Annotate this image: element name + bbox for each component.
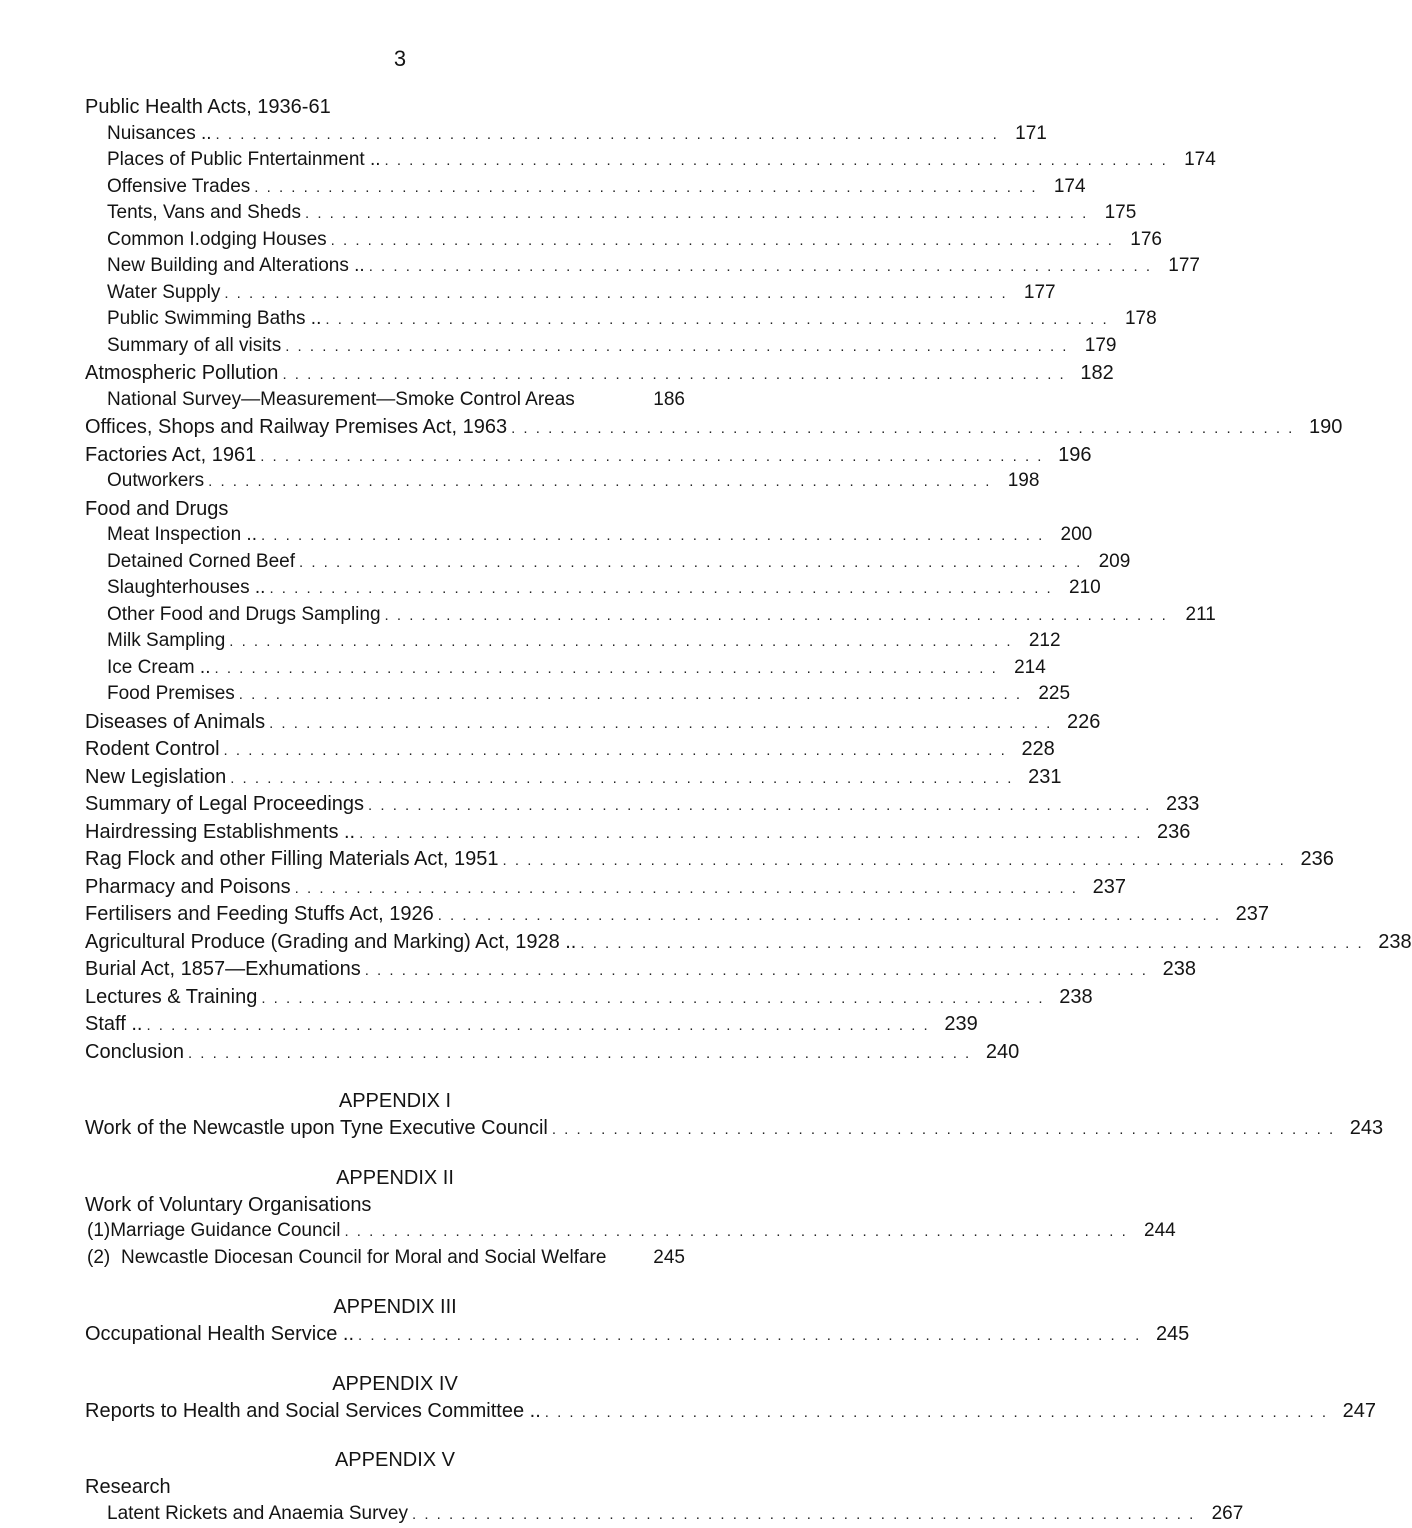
dot-leader: . . . . . . . . . . . . . . . . . . . . . . . . . . . . . . . . . . . . . . . . . . . . . . . . . . . . . . . . . . . . . . . . xyxy=(507,416,1298,443)
entry-title: Milk Sampling xyxy=(107,628,225,655)
dot-leader: . . . . . . . . . . . . . . . . . . . . . . . . . . . . . . . . . . . . . . . . . . . . . . . . . . . . . . . . . . . . . . . . xyxy=(301,201,1092,228)
entry-page-number: 200 xyxy=(1048,522,1092,549)
dot-leader: . . . . . . . . . . . . . . . . . . . . . . . . . . . . . . . . . . . . . . . . . . . . . . . . . . . . . . . . . . . . . . . . xyxy=(250,175,1041,202)
entry-page-number: 177 xyxy=(1156,253,1200,280)
dot-leader: . . . . . . . . . . . . . . . . . . . . . . . . . . . . . . . . . . . . . . . . . . . . . . . . . . . . . . . . . . . . . . . . xyxy=(408,1502,1199,1528)
entry-page-number: 182 xyxy=(1070,360,1114,387)
appendix-heading: APPENDIX V xyxy=(85,1446,685,1474)
entry-title: Staff .. xyxy=(85,1011,142,1038)
entry-page-number: 237 xyxy=(1225,901,1269,928)
entry-title: Rodent Control xyxy=(85,736,220,763)
toc-entry xyxy=(85,496,685,523)
toc-entry xyxy=(85,227,685,254)
entry-title: Detained Corned Beef xyxy=(107,549,295,576)
dot-leader: . . . . . . . . . . . . . . . . . . . . . . . . . . . . . . . . . . . . . . . . . . . . . . . . . . . . . . . . . . . . . . . . xyxy=(257,986,1048,1013)
dot-leader: . . . . . . . . . . . . . . . . . . . . . . . . . . . . . . . . . . . . . . . . . . . . . . . . . . . . . . . . . . . . . . . . xyxy=(321,307,1112,334)
entry-page-number: 240 xyxy=(975,1039,1019,1066)
entry-title: Latent Rickets and Anaemia Survey xyxy=(107,1501,408,1528)
entry-page-number: 238 xyxy=(1368,929,1412,956)
entry-page-number: 243 xyxy=(1339,1115,1383,1142)
entry-title: Hairdressing Establishments .. xyxy=(85,819,355,846)
dot-leader: . . . . . . . . . . . . . . . . . . . . . . . . . . . . . . . . . . . . . . . . . . . . . . . . . . . . . . . . . . . . . . . . xyxy=(541,1400,1332,1427)
dot-leader: . . . . . . . . . . . . . . . . . . . . . . . . . . . . . . . . . . . . . . . . . . . . . . . . . . . . . . . . . . . . . . . . xyxy=(434,903,1225,930)
entry-title: Occupational Health Service .. xyxy=(85,1321,354,1348)
entry-number: (1) xyxy=(87,1218,110,1245)
dot-leader: . . . . . . . . . . . . . . . . . . . . . . . . . . . . . . . . . . . . . . . . . . . . . . . . . . . . . . . . . . . . . . . . xyxy=(256,444,1047,471)
toc-entry xyxy=(85,522,685,549)
entry-page-number: 198 xyxy=(995,468,1039,495)
entry-page-number: 214 xyxy=(1002,655,1046,682)
toc-entry xyxy=(85,819,685,846)
entry-page-number: 196 xyxy=(1047,442,1091,469)
entry-number: (2) xyxy=(87,1245,121,1272)
dot-leader: . . . . . . . . . . . . . . . . . . . . . . . . . . . . . . . . . . . . . . . . . . . . . . . . . . . . . . . . . . . . . . . . xyxy=(340,1219,1131,1246)
entry-page-number: 238 xyxy=(1152,956,1196,983)
toc-entry xyxy=(85,929,685,956)
toc-entry xyxy=(85,709,685,736)
dot-leader: . . . . . . . . . . . . . . . . . . . . . . . . . . . . . . . . . . . . . . . . . . . . . . . . . . . . . . . . . . . . . . . . xyxy=(291,876,1082,903)
entry-title: Newcastle Diocesan Council for Moral and Social Welfare xyxy=(121,1245,606,1272)
toc-entry xyxy=(85,764,685,791)
entry-title: Meat Inspection .. xyxy=(107,522,257,549)
entry-page-number: 179 xyxy=(1072,333,1116,360)
entry-page-number: 176 xyxy=(1118,227,1162,254)
entry-title: Rag Flock and other Filling Materials Act, 1951 xyxy=(85,846,499,873)
dot-leader: . . . . . . . . . . . . . . . . . . . . . . . . . . . . . . . . . . . . . . . . . . . . . . . . . . . . . . . . . . . . . . . . xyxy=(225,629,1016,656)
entry-title: Water Supply xyxy=(107,280,220,307)
entry-title: Summary of Legal Proceedings xyxy=(85,791,364,818)
toc-entry xyxy=(85,200,685,227)
toc-entry xyxy=(85,1192,685,1219)
entry-page-number: 171 xyxy=(1003,121,1047,148)
entry-page-number: 267 xyxy=(1199,1501,1243,1528)
toc-entry xyxy=(85,1039,685,1066)
toc-entry xyxy=(85,1398,685,1425)
toc-entry xyxy=(85,984,685,1011)
entry-page-number: 245 xyxy=(641,1245,685,1272)
entry-title: Factories Act, 1961 xyxy=(85,442,256,469)
appendix-heading: APPENDIX IV xyxy=(85,1370,685,1398)
dot-leader: . . . . . . . . . . . . . . . . . . . . . . . . . . . . . . . . . . . . . . . . . . . . . . . . . . . . . . . . . . . . . . . . xyxy=(265,711,1056,738)
toc-entry xyxy=(85,602,685,629)
toc-entry xyxy=(85,1501,685,1528)
entry-title: Places of Public Fntertainment .. xyxy=(107,147,381,174)
dot-leader: . . . . . . . . . . . . . . . . . . . . . . . . . . . . . . . . . . . . . . . . . . . . . . . . . . . . . . . . . . . . . . . . xyxy=(295,550,1086,577)
entry-title: Nuisances .. xyxy=(107,121,212,148)
toc-entry xyxy=(85,253,685,280)
toc-entry xyxy=(85,1218,685,1245)
dot-leader: . . . . . . . . . . . . . . . . . . . . . . . . . . . . . . . . . . . . . . . . . . . . . . . . . . . . . . . . . . . . . . . . xyxy=(361,958,1152,985)
toc-entry xyxy=(85,333,685,360)
dot-leader: . . . . . . . . . . . . . . . . . . . . . . . . . . . . . . . . . . . . . . . . . . . . . . . . . . . . . . . . . . . . . . . . xyxy=(548,1117,1339,1144)
dot-leader: . . . . . . . . . . . . . . . . . . . . . . . . . . . . . . . . . . . . . . . . . . . . . . . . . . . . . . . . . . . . . . . . xyxy=(184,1041,975,1068)
dot-leader: . . . . . . . . . . . . . . . . . . . . . . . . . . . . . . . . . . . . . . . . . . . . . . . . . . . . . . . . . . . . . . . . xyxy=(142,1013,933,1040)
toc-entry xyxy=(85,360,685,387)
entry-page-number: 190 xyxy=(1298,414,1342,441)
entry-page-number: 211 xyxy=(1172,602,1216,629)
toc-entry xyxy=(85,1011,685,1038)
entry-title: New Legislation xyxy=(85,764,226,791)
appendix-heading: APPENDIX III xyxy=(85,1293,685,1321)
entry-page-number: 210 xyxy=(1057,575,1101,602)
entry-title: Work of the Newcastle upon Tyne Executive Council xyxy=(85,1115,548,1142)
toc-entry xyxy=(85,387,685,414)
entry-title: Work of Voluntary Organisations xyxy=(85,1192,371,1219)
entry-title: Offices, Shops and Railway Premises Act, 1963 xyxy=(85,414,507,441)
entry-page-number: 236 xyxy=(1146,819,1190,846)
entry-title: New Building and Alterations .. xyxy=(107,253,365,280)
entry-page-number: 177 xyxy=(1012,280,1056,307)
dot-leader: . . . . . . . . . . . . . . . . . . . . . . . . . . . . . . . . . . . . . . . . . . . . . . . . . . . . . . . . . . . . . . . . xyxy=(210,656,1001,683)
entry-title: Research xyxy=(85,1474,171,1501)
entry-title: Atmospheric Pollution xyxy=(85,360,278,387)
entry-page-number: 178 xyxy=(1113,306,1157,333)
toc-entry xyxy=(85,846,685,873)
toc-entry xyxy=(85,1474,685,1501)
toc-entry xyxy=(85,414,685,441)
entry-title: Summary of all visits xyxy=(107,333,281,360)
entry-title: Fertilisers and Feeding Stuffs Act, 1926 xyxy=(85,901,434,928)
toc-entry xyxy=(85,655,685,682)
entry-title: Lectures & Training xyxy=(85,984,257,1011)
toc-entry xyxy=(85,442,685,469)
entry-title: Ice Cream .. xyxy=(107,655,210,682)
entry-page-number: 244 xyxy=(1132,1218,1176,1245)
entry-page-number: 186 xyxy=(641,387,685,414)
dot-leader: . . . . . . . . . . . . . . . . . . . . . . . . . . . . . . . . . . . . . . . . . . . . . . . . . . . . . . . . . . . . . . . . xyxy=(281,334,1072,361)
entry-title: Food and Drugs xyxy=(85,496,228,523)
dot-leader: . . . . . . . . . . . . . . . . . . . . . . . . . . . . . . . . . . . . . . . . . . . . . . . . . . . . . . . . . . . . . . . . xyxy=(576,931,1367,958)
toc-entry xyxy=(85,147,685,174)
toc-entry xyxy=(85,575,685,602)
dot-leader: . . . . . . . . . . . . . . . . . . . . . . . . . . . . . . . . . . . . . . . . . . . . . . . . . . . . . . . . . . . . . . . . xyxy=(364,793,1155,820)
entry-title: Common I.odging Houses xyxy=(107,227,327,254)
entry-title: Conclusion xyxy=(85,1039,184,1066)
dot-leader: . . . . . . . . . . . . . . . . . . . . . . . . . . . . . . . . . . . . . . . . . . . . . . . . . . . . . . . . . . . . . . . . xyxy=(220,738,1011,765)
appendix-heading: APPENDIX II xyxy=(85,1164,685,1192)
toc-entry xyxy=(85,1115,685,1142)
table-of-contents xyxy=(85,94,685,1527)
dot-leader: . . . . . . . . . . . . . . . . . . . . . . . . . . . . . . . . . . . . . . . . . . . . . . . . . . . . . . . . . . . . . . . . xyxy=(265,576,1056,603)
entry-title: Reports to Health and Social Services Committee .. xyxy=(85,1398,541,1425)
entry-title: National Survey—Measurement—Smoke Control Areas xyxy=(107,387,575,414)
dot-leader: . . . . . . . . . . . . . . . . . . . . . . . . . . . . . . . . . . . . . . . . . . . . . . . . . . . . . . . . . . . . . . . . xyxy=(381,148,1172,175)
entry-page-number: 174 xyxy=(1172,147,1216,174)
entry-page-number: 238 xyxy=(1049,984,1093,1011)
entry-title: Outworkers xyxy=(107,468,204,495)
dot-leader: . . . . . . . . . . . . . . . . . . . . . . . . . . . . . . . . . . . . . . . . . . . . . . . . . . . . . . . . . . . . . . . . xyxy=(278,362,1069,389)
dot-leader: . . . . . . . . . . . . . . . . . . . . . . . . . . . . . . . . . . . . . . . . . . . . . . . . . . . . . . . . . . . . . . . . xyxy=(235,682,1026,709)
toc-entry xyxy=(85,1321,685,1348)
page-number: 3 xyxy=(0,46,800,72)
entry-title: Pharmacy and Poisons xyxy=(85,874,291,901)
entry-page-number: 231 xyxy=(1017,764,1061,791)
toc-entry xyxy=(85,468,685,495)
entry-page-number: 233 xyxy=(1155,791,1199,818)
entry-title: Diseases of Animals xyxy=(85,709,265,736)
entry-page-number: 209 xyxy=(1086,549,1130,576)
entry-page-number: 239 xyxy=(934,1011,978,1038)
dot-leader: . . . . . . . . . . . . . . . . . . . . . . . . . . . . . . . . . . . . . . . . . . . . . . . . . . . . . . . . . . . . . . . . xyxy=(381,603,1172,630)
entry-title: Tents, Vans and Sheds xyxy=(107,200,301,227)
entry-page-number: 236 xyxy=(1290,846,1334,873)
dot-leader: . . . . . . . . . . . . . . . . . . . . . . . . . . . . . . . . . . . . . . . . . . . . . . . . . . . . . . . . . . . . . . . . xyxy=(257,523,1048,550)
toc-entry xyxy=(85,736,685,763)
toc-entry xyxy=(85,956,685,983)
entry-title: Agricultural Produce (Grading and Marking) Act, 1928 .. xyxy=(85,929,576,956)
toc-entry xyxy=(85,628,685,655)
dot-leader: . . . . . . . . . . . . . . . . . . . . . . . . . . . . . . . . . . . . . . . . . . . . . . . . . . . . . . . . . . . . . . . . xyxy=(212,122,1003,149)
dot-leader: . . . . . . . . . . . . . . . . . . . . . . . . . . . . . . . . . . . . . . . . . . . . . . . . . . . . . . . . . . . . . . . . xyxy=(365,254,1156,281)
entry-title: Public Health Acts, 1936-61 xyxy=(85,94,331,121)
toc-entry xyxy=(85,174,685,201)
entry-title: Other Food and Drugs Sampling xyxy=(107,602,381,629)
entry-page-number: 225 xyxy=(1026,681,1070,708)
dot-leader: . . . . . . . . . . . . . . . . . . . . . . . . . . . . . . . . . . . . . . . . . . . . . . . . . . . . . . . . . . . . . . . . xyxy=(327,228,1118,255)
dot-leader: . . . . . . . . . . . . . . . . . . . . . . . . . . . . . . . . . . . . . . . . . . . . . . . . . . . . . . . . . . . . . . . . xyxy=(499,848,1290,875)
entry-title: Food Premises xyxy=(107,681,235,708)
toc-entry xyxy=(85,121,685,148)
dot-leader: . . . . . . . . . . . . . . . . . . . . . . . . . . . . . . . . . . . . . . . . . . . . . . . . . . . . . . . . . . . . . . . . xyxy=(220,281,1011,308)
entry-title: Public Swimming Baths .. xyxy=(107,306,321,333)
dot-leader: . . . . . . . . . . . . . . . . . . . . . . . . . . . . . . . . . . . . . . . . . . . . . . . . . . . . . . . . . . . . . . . . xyxy=(204,469,995,496)
toc-entry xyxy=(85,791,685,818)
appendix-heading: APPENDIX I xyxy=(85,1087,685,1115)
toc-entry xyxy=(85,306,685,333)
dot-leader: . . . . . . . . . . . . . . . . . . . . . . . . . . . . . . . . . . . . . . . . . . . . . . . . . . . . . . . . . . . . . . . . xyxy=(226,766,1017,793)
entry-title: Marriage Guidance Council xyxy=(110,1218,340,1245)
entry-page-number: 175 xyxy=(1092,200,1136,227)
toc-entry xyxy=(85,280,685,307)
entry-page-number: 226 xyxy=(1056,709,1100,736)
entry-page-number: 228 xyxy=(1011,736,1055,763)
entry-page-number: 247 xyxy=(1332,1398,1376,1425)
dot-leader: . . . . . . . . . . . . . . . . . . . . . . . . . . . . . . . . . . . . . . . . . . . . . . . . . . . . . . . . . . . . . . . . xyxy=(355,821,1146,848)
entry-page-number: 237 xyxy=(1082,874,1126,901)
entry-page-number: 174 xyxy=(1042,174,1086,201)
entry-title: Slaughterhouses .. xyxy=(107,575,265,602)
toc-entry xyxy=(85,94,685,121)
toc-entry xyxy=(85,874,685,901)
toc-entry xyxy=(85,901,685,928)
entry-title: Offensive Trades xyxy=(107,174,250,201)
entry-title: Burial Act, 1857—Exhumations xyxy=(85,956,361,983)
toc-entry xyxy=(85,681,685,708)
entry-page-number: 245 xyxy=(1145,1321,1189,1348)
toc-entry xyxy=(85,1245,685,1272)
toc-entry xyxy=(85,549,685,576)
dot-leader: . . . . . . . . . . . . . . . . . . . . . . . . . . . . . . . . . . . . . . . . . . . . . . . . . . . . . . . . . . . . . . . . xyxy=(354,1323,1145,1350)
entry-page-number: 212 xyxy=(1017,628,1061,655)
